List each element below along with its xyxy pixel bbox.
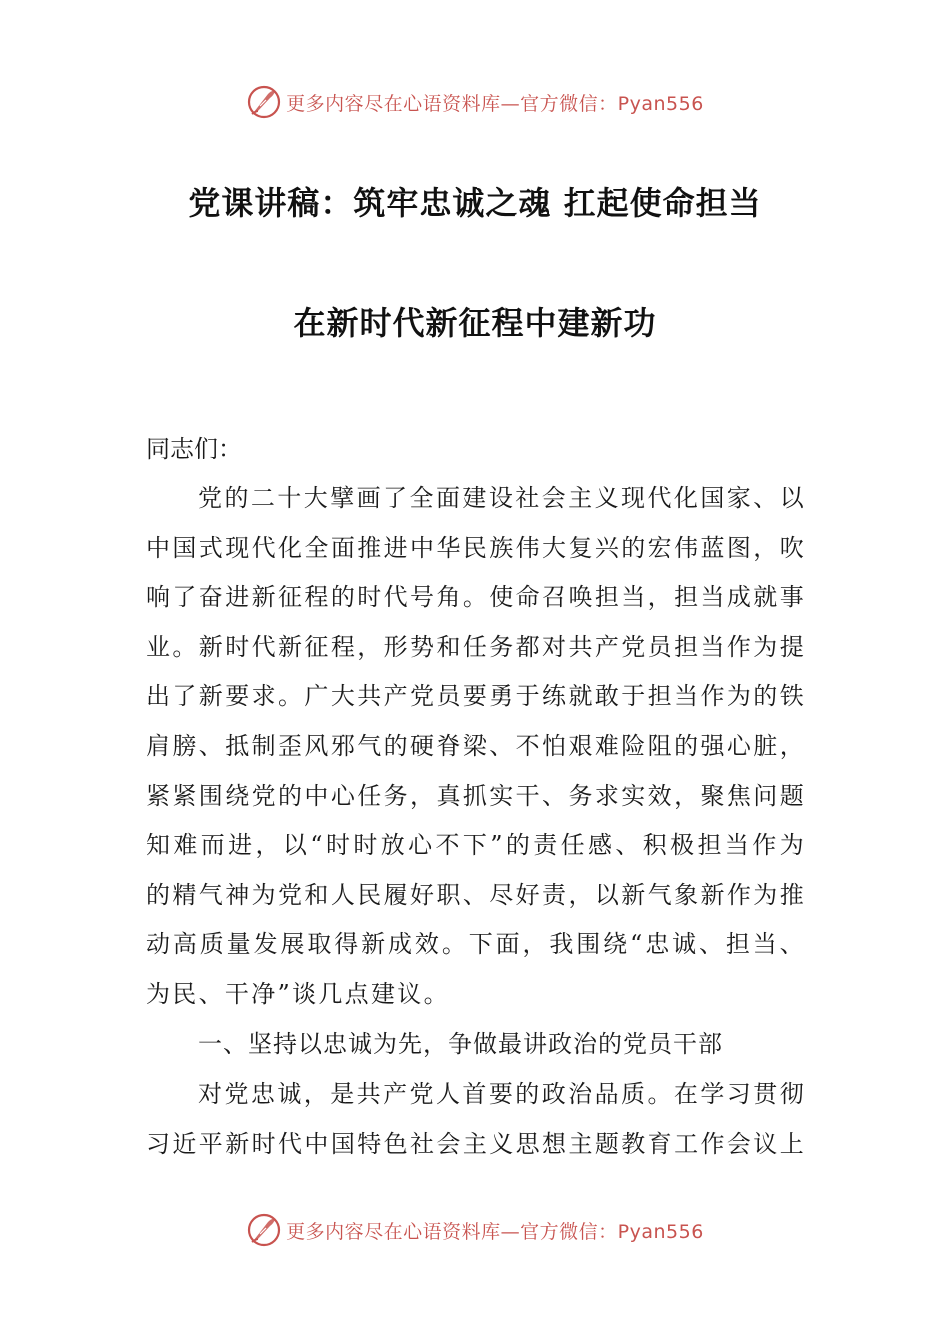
paragraph-1-line: 业。新时代新征程，形势和任务都对共产党员担当作为提: [146, 632, 806, 661]
document-title-line-2: 在新时代新征程中建新功: [293, 304, 657, 342]
watermark-banner-bottom: [0, 1208, 950, 1252]
watermark-handle: Pyan556: [617, 1220, 704, 1243]
paragraph-1-line: 党的二十大擘画了全面建设社会主义现代化国家、以: [198, 484, 806, 512]
paragraph-1-line: 知难而进，以“时时放心不下”的责任感、积极担当作为: [146, 831, 806, 860]
document-title-line-1: 党课讲稿：筑牢忠诚之魂 扛起使命担当: [188, 184, 762, 222]
paragraph-1-line: 中国式现代化全面推进中华民族伟大复兴的宏伟蓝图，吹: [146, 533, 806, 562]
paragraph-1-line: 为民、干净”谈几点建议。: [146, 979, 450, 1008]
quill-pen-logo-icon: [246, 1212, 282, 1248]
watermark-text: [286, 1217, 704, 1244]
paragraph-1: [146, 474, 806, 1020]
paragraph-2-line: 习近平新时代中国特色社会主义思想主题教育工作会议上: [146, 1129, 806, 1158]
paragraph-1-line: 动高质量发展取得新成效。下面，我围绕“忠诚、担当、: [146, 930, 806, 959]
section-heading-1: 一、坚持以忠诚为先，争做最讲政治的党员干部: [198, 1030, 723, 1058]
paragraph-1-line: 的精气神为党和人民履好职、尽好责，以新气象新作为推: [146, 880, 806, 909]
paragraph-2: [146, 1070, 806, 1169]
watermark-handle: Pyan556: [617, 92, 704, 115]
watermark-text: [286, 89, 704, 116]
quill-pen-logo-icon: [246, 84, 282, 120]
watermark-banner-top: [0, 80, 950, 124]
watermark-label: 更多内容尽在心语资料库—官方微信：: [286, 92, 618, 115]
paragraph-1-line: 出了新要求。广大共产党员要勇于练就敢于担当作为的铁: [146, 682, 806, 711]
salutation: 同志们：: [146, 435, 242, 463]
watermark-label: 更多内容尽在心语资料库—官方微信：: [286, 1220, 618, 1243]
paragraph-1-line: 响了奋进新征程的时代号角。使命召唤担当，担当成就事: [146, 583, 806, 612]
paragraph-2-line: 对党忠诚，是共产党人首要的政治品质。在学习贯彻: [198, 1080, 806, 1108]
paragraph-1-line: 紧紧围绕党的中心任务，真抓实干、务求实效，聚焦问题: [146, 781, 806, 810]
paragraph-1-line: 肩膀、抵制歪风邪气的硬脊梁、不怕艰难险阻的强心脏，: [146, 731, 806, 760]
